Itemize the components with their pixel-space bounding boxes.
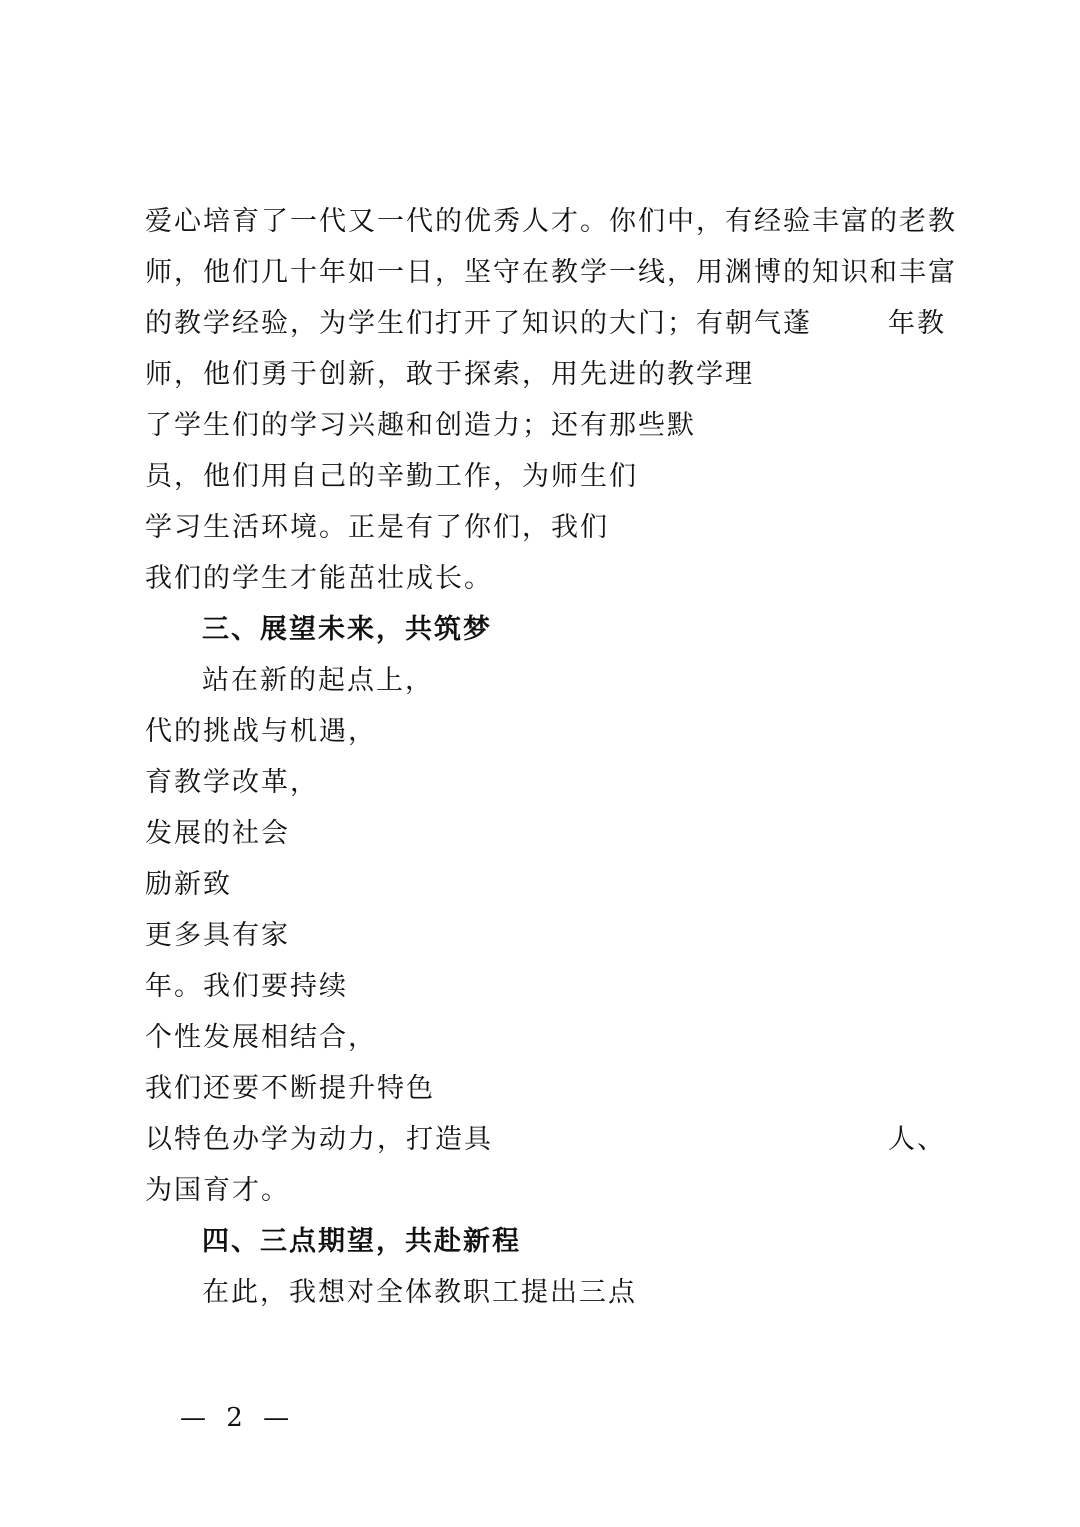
body-text-fragment: 年教 [888, 308, 946, 339]
body-text-line: 学习生活环境。正是有了你们，我们 [145, 512, 609, 543]
body-text-line: 的教学经验，为学生们打开了知识的大门；有朝气蓬 [145, 308, 812, 339]
body-text-line: 以特色办学为动力，打造具 [145, 1124, 493, 1155]
body-text-line: 员，他们用自己的辛勤工作，为师生们 [145, 461, 638, 492]
body-text-line: 为国育才。 [145, 1175, 290, 1206]
body-text-line: 发展的社会 [145, 818, 290, 849]
body-text-line: 我们还要不断提升特色 [145, 1073, 435, 1104]
body-text-line: 站在新的起点上， [202, 665, 434, 696]
body-text-line: 代的挑战与机遇， [145, 716, 377, 747]
body-text-line: 育教学改革， [145, 767, 319, 798]
body-text-line: 爱心培育了一代又一代的优秀人才。你们中，有经验丰富的老教 [145, 206, 957, 237]
body-text-line: 更多具有家 [145, 920, 290, 951]
section-heading: 三、展望未来，共筑梦 [202, 614, 492, 645]
body-text-fragment: 人、 [888, 1124, 946, 1155]
body-text-line: 在此，我想对全体教职工提出三点 [202, 1277, 637, 1308]
page-number: — 2 — [180, 1403, 296, 1433]
section-heading: 四、三点期望，共赴新程 [202, 1226, 521, 1257]
body-text-line: 师，他们勇于创新，敢于探索，用先进的教学理 [145, 359, 754, 390]
body-text-line: 个性发展相结合， [145, 1022, 377, 1053]
body-text-line: 励新致 [145, 869, 232, 900]
body-text-line: 师，他们几十年如一日，坚守在教学一线，用渊博的知识和丰富 [145, 257, 957, 288]
body-text-line: 年。我们要持续 [145, 971, 348, 1002]
body-text-line: 了学生们的学习兴趣和创造力；还有那些默 [145, 410, 696, 441]
body-text-line: 我们的学生才能茁壮成长。 [145, 563, 493, 594]
